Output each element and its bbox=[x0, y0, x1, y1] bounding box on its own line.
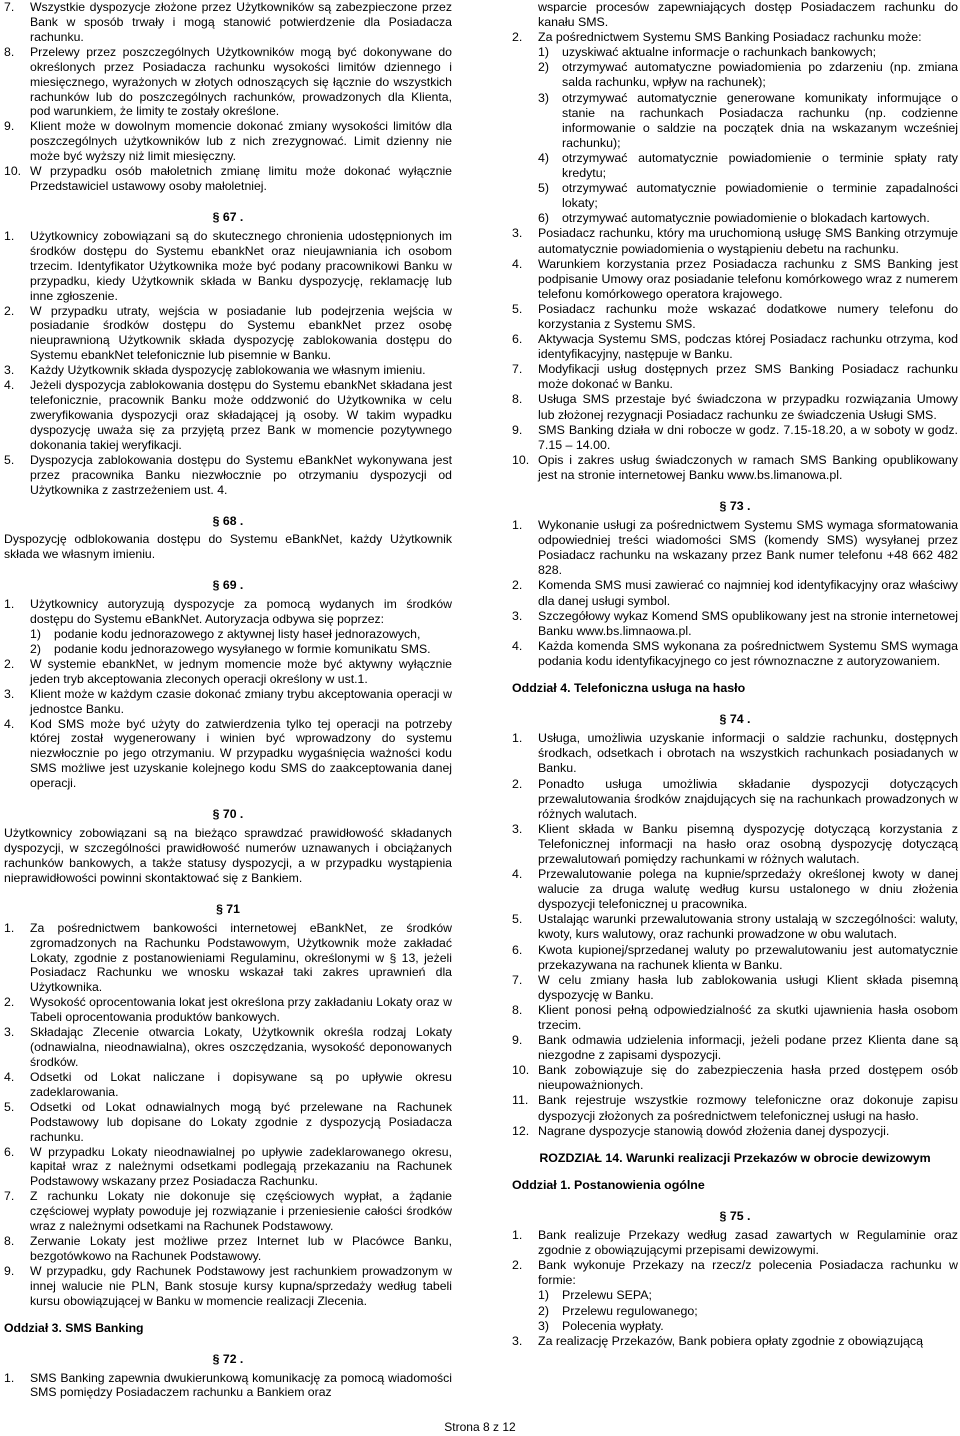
clause-number: 3. bbox=[512, 821, 523, 836]
paragraph: Dyspozycję odblokowania dostępu do Systemu eBankNet, każdy Użytkownik składa we własnym imieniu. bbox=[4, 532, 452, 562]
sub-item-text: otrzymywać automatycznie powiadomienie o terminie zapadalności lokaty; bbox=[562, 181, 958, 211]
clause-text: Z rachunku Lokaty nie dokonuje się częściowych wypłat, a żądanie częściowej wypłaty powoduje jej rozwiązanie i przeniesienie całości środków wraz z należnymi odsetkami na Rachunek Podstawowy. bbox=[30, 1189, 452, 1234]
sub-item-text: Polecenia wypłaty. bbox=[562, 1318, 664, 1333]
sub-item bbox=[512, 91, 958, 151]
sub-item-number: 2) bbox=[538, 1303, 550, 1318]
clause-number: 7. bbox=[4, 0, 15, 14]
clause-item bbox=[512, 973, 958, 1003]
clause-item bbox=[512, 302, 958, 332]
clause-number: 9. bbox=[512, 422, 523, 437]
sub-item bbox=[512, 1288, 958, 1303]
clause-text: Bank rejestruje wszystkie rozmowy telefoniczne oraz dokonuje zapisu dyspozycji złożonych za pośrednictwem telefonicznej usługi na hasło. bbox=[538, 1093, 958, 1123]
clause-text: Wszystkie dyspozycje złożone przez Użytkowników są zabezpieczone przez Bank w sposób trwały i mogą stanowić potwierdzenie dla Posiadacza rachunku. bbox=[30, 0, 452, 44]
clause-item bbox=[4, 1025, 452, 1070]
sub-item-text: podanie kodu jednorazowego z aktywnej listy haseł jednorazowych, bbox=[54, 627, 421, 642]
clause-text: Posiadacz rachunku, który ma uruchomioną usługę SMS Banking otrzymuje automatycznie powiadomienia o wystąpieniu debetu na rachunku. bbox=[538, 226, 958, 256]
sub-item-text: Przelewu regulowanego; bbox=[562, 1303, 698, 1318]
clause-text: Jeżeli dyspozycja zablokowania dostępu do Systemu ebankNet składana jest telefonicznie, pracownik Banku może oddzwonić do Użytkownika w celu zweryfikowania dyspozycji oraz składającej ją osoby. W takim wypadku dyspozycję uważa się za przyjętą przez Bank w momencie pozytywnego dokonania takiej weryfikacji. bbox=[30, 378, 452, 452]
clause-number: 6. bbox=[512, 332, 523, 347]
clause-number: 7. bbox=[512, 362, 523, 377]
clause-text: Ustalając warunki przewalutowania strony ustalają w szczególności: waluty, kwoty, kurs walutowy, oraz rachunki prowadzone w obu walutach. bbox=[538, 912, 958, 942]
clause-item bbox=[4, 717, 452, 792]
clause-text: Przewalutowanie polega na kupnie/sprzedaży określonej kwoty w danej walucie za druga walutę według kursu ustalonego w dniu złożenia dyspozycji telefonicznej u pracownika. bbox=[538, 867, 958, 912]
clause-text: Bank wykonuje Przekazy na rzecz/z polecenia Posiadacza rachunku w formie: bbox=[538, 1258, 958, 1288]
clause-item bbox=[4, 597, 452, 627]
clause-text: W systemie ebankNet, w jednym momencie może być aktywny wyłącznie jeden tryb akceptowania zleconych operacji określony w ust.1. bbox=[30, 656, 452, 686]
section-marker: § 75 . bbox=[719, 1208, 751, 1223]
sub-item-number: 5) bbox=[538, 181, 550, 196]
clause-item bbox=[4, 378, 452, 453]
clause-number: 4. bbox=[512, 638, 523, 653]
sub-item-text: podanie kodu jednorazowego wysyłanego w formie komunikatu SMS. bbox=[54, 641, 431, 656]
clause-text: Klient składa w Banku pisemną dyspozycję dotyczącą korzystania z Telefonicznej informacji na hasło oraz osobną dyspozycję dotyczącą przewalutowań pomiędzy rachunkami w różnych walutach. bbox=[538, 821, 958, 866]
section-marker: § 67 . bbox=[212, 209, 244, 224]
clause-text: Kwota kupionej/sprzedanej waluty po przewalutowaniu jest automatycznie przekazywana na rachunek klienta w Banku. bbox=[538, 942, 958, 972]
clause-item bbox=[4, 1264, 452, 1309]
clause-item bbox=[4, 1145, 452, 1190]
sub-item-number: 1) bbox=[538, 45, 550, 60]
clause-text: Zerwanie Lokaty jest możliwe przez Internet lub w Placówce Banku, bezgotówkowo na Rachunek Podstawowy. bbox=[30, 1234, 452, 1263]
clause-number: 1. bbox=[4, 1370, 15, 1385]
clause-item bbox=[512, 1228, 958, 1258]
clause-item bbox=[4, 45, 452, 120]
clause-text: Usługa, umożliwia uzyskanie informacji o saldzie rachunku, dostępnych środkach, odsetkach i obrotach na wszystkich rachunkach posiadanych w Banku. bbox=[538, 731, 958, 776]
clause-number: 10. bbox=[4, 164, 22, 179]
clause-item bbox=[512, 943, 958, 973]
sub-item bbox=[512, 1319, 958, 1334]
clause-number: 6. bbox=[4, 1144, 15, 1159]
clause-item bbox=[512, 423, 958, 453]
paragraph: wsparcie procesów zapewniających dostęp Posiadaczem rachunku do kanału SMS. bbox=[538, 0, 958, 30]
clause-item bbox=[4, 921, 452, 996]
clause-text: W przypadku, gdy Rachunek Podstawowy jest rachunkiem prowadzonym w innej walucie nie PLN, Bank stosuje kursy kupna/sprzedaży według tabeli kursu obowiązującej w Banku w momencie realizacji Zlecenia. bbox=[30, 1263, 452, 1308]
sub-item bbox=[512, 1304, 958, 1319]
clause-item bbox=[512, 332, 958, 362]
clause-item bbox=[4, 1371, 452, 1401]
clause-text: W celu zmiany hasła lub zablokowania usługi Klient składa pisemną dyspozycję w Banku. bbox=[538, 972, 958, 1002]
clause-text: Bank zobowiązuje się do zabezpieczenia hasła przed dostępem osób nieupoważnionych. bbox=[538, 1063, 958, 1093]
sub-item-number: 6) bbox=[538, 211, 550, 226]
clause-item bbox=[4, 995, 452, 1025]
clause-item bbox=[512, 777, 958, 822]
sub-item bbox=[512, 45, 958, 60]
subsection-heading: Oddział 3. SMS Banking bbox=[4, 1320, 144, 1335]
clause-number: 3. bbox=[4, 1025, 15, 1040]
clause-item bbox=[4, 657, 452, 687]
clause-text: Kod SMS może być użyty do zatwierdzenia tylko tej operacji na potrzeby której został wygenerowany i winien być wprowadzony do systemu niezwłocznie po jego otrzymaniu. W przypadku wygaśnięcia ważności kodu SMS możliwe jest uzyskanie kolejnego kodu SMS do zaakceptowania danej operacji. bbox=[30, 716, 452, 791]
clause-item bbox=[512, 1334, 958, 1349]
clause-number: 5. bbox=[4, 1099, 15, 1114]
section-marker: § 69 . bbox=[212, 578, 244, 593]
clause-text: W przypadku utraty, wejścia w posiadanie lub podejrzenia wejścia w posiadanie środków dostępu do Systemu ebankNet przez osobę nieuprawnioną Użytkownik składa dyspozycję zablokowania dostępu do Systemu ebankNet telefonicznie lub pisemnie w Banku. bbox=[30, 303, 452, 363]
clause-text: SMS Banking działa w dni robocze w godz. 7.15-18.20, a w soboty w godz. 7.15 – 14.00. bbox=[538, 422, 958, 452]
clause-item bbox=[512, 226, 958, 256]
sub-item-number: 1) bbox=[538, 1288, 550, 1303]
clause-number: 2. bbox=[4, 995, 15, 1010]
subsection-heading: Oddział 1. Postanowienia ogólne bbox=[512, 1177, 705, 1192]
clause-number: 5. bbox=[4, 452, 15, 467]
clause-item bbox=[4, 1189, 452, 1234]
section-marker: § 72 . bbox=[212, 1351, 244, 1366]
clause-text: Za realizację Przekazów, Bank pobiera opłaty zgodnie z obowiązującą bbox=[538, 1333, 924, 1348]
clause-text: W przypadku osób małoletnich zmianę limitu może dokonać wyłącznie Przedstawiciel ustawowy osoby małoletniej. bbox=[30, 164, 452, 194]
clause-number: 1. bbox=[4, 920, 15, 935]
sub-item bbox=[4, 642, 452, 657]
clause-item bbox=[512, 1003, 958, 1033]
sub-item-number: 3) bbox=[538, 90, 550, 105]
clause-number: 3. bbox=[4, 686, 15, 701]
right-column bbox=[512, 0, 958, 1349]
clause-text: Klient może w każdym czasie dokonać zmiany trybu akceptowania operacji w jednostce Banku. bbox=[30, 686, 452, 716]
section-marker: § 68 . bbox=[212, 513, 244, 528]
clause-number: 1. bbox=[512, 731, 523, 746]
sub-item bbox=[512, 151, 958, 181]
clause-number: 9. bbox=[512, 1033, 523, 1048]
clause-item bbox=[512, 639, 958, 669]
clause-number: 9. bbox=[4, 119, 15, 134]
clause-number: 3. bbox=[4, 363, 15, 378]
clause-item bbox=[4, 453, 452, 498]
paragraph: Użytkownicy zobowiązani są na bieżąco sprawdzać prawidłowość składanych dyspozycji, w szczególności prawidłowość numerów uznawanych i obciążanych rachunków bankowych, a także statusy dyspozycji, a w przypadku wystąpienia nieprawidłowości powinni skontaktować się z Bankiem. bbox=[4, 826, 452, 885]
clause-item bbox=[4, 0, 452, 45]
section-marker: § 70 . bbox=[212, 807, 244, 822]
clause-item bbox=[4, 1070, 452, 1100]
clause-item bbox=[512, 518, 958, 578]
section-marker: § 71 bbox=[216, 901, 240, 916]
sub-item-text: uzyskiwać aktualne informacje o rachunkach bankowych; bbox=[562, 45, 877, 60]
clause-item bbox=[512, 30, 958, 45]
sub-item-text: Przelewu SEPA; bbox=[562, 1288, 652, 1303]
clause-item bbox=[4, 229, 452, 304]
clause-number: 3. bbox=[512, 1333, 523, 1348]
clause-text: Opis i zakres usług świadczonych w ramach SMS Banking opublikowany jest na stronie internetowej Banku www.bs.limanowa.pl. bbox=[538, 452, 958, 482]
clause-item bbox=[512, 578, 958, 608]
section-marker: § 74 . bbox=[719, 712, 751, 727]
clause-text: Za pośrednictwem Systemu SMS Banking Posiadacz rachunku może: bbox=[538, 30, 922, 45]
clause-number: 1. bbox=[512, 1228, 523, 1243]
clause-text: Klient ponosi pełną odpowiedzialność za skutki ujawnienia hasła osobom trzecim. bbox=[538, 1002, 958, 1032]
clause-item bbox=[512, 392, 958, 422]
clause-text: Klient może w dowolnym momencie dokonać zmiany wysokości limitów dla poszczególnych użytkowników lub z nich zrezygnować. Limit dzienny nie może być wyższy niż limit miesięczny. bbox=[30, 119, 452, 164]
subsection-heading: Oddział 4. Telefoniczna usługa na hasło bbox=[512, 681, 746, 696]
clause-text: Odsetki od Lokat naliczane i dopisywane są po upływie okresu zadeklarowania. bbox=[30, 1069, 452, 1099]
clause-item bbox=[512, 453, 958, 483]
sub-item-text: otrzymywać automatycznie powiadomienie o blokadach kartowych. bbox=[562, 211, 930, 226]
clause-text: Modyfikacji usług dostępnych przez SMS Banking Posiadacz rachunku może dokonać w Banku. bbox=[538, 362, 958, 392]
clause-number: 4. bbox=[4, 1069, 15, 1084]
clause-item bbox=[4, 363, 452, 378]
clause-text: Dyspozycja zablokowania dostępu do Systemu eBankNet wykonywana jest przez pracownika Banku niezwłocznie po otrzymaniu dyspozycji od Użytkownika z zastrzeżeniem ust. 4. bbox=[30, 452, 452, 497]
clause-text: Usługa SMS przestaje być świadczona w przypadku rozwiązania Umowy lub złożonej rezygnacji Posiadacz rachunku ze świadczenia Usługi SMS. bbox=[538, 392, 958, 422]
clause-text: Przelewy przez poszczególnych Użytkowników mogą być dokonywane do określonych przez Posiadacza rachunku wysokości limitów dziennego i miesięcznego, wyrażonych w złotych odnoszących się łącznie do wszystkich rachunków lub do poszczególnych rachunków, prowadzonych dla Klienta, pod warunkiem, że limity te zostały określone. bbox=[30, 44, 452, 119]
sub-item-text: otrzymywać automatycznie generowane komunikaty informujące o stanie na rachunkach Posiadacza rachunku (np. codzienne informowanie o saldzie na początek dnia na wskazanym wcześniej rachunku); bbox=[562, 90, 958, 150]
clause-number: 2. bbox=[512, 776, 523, 791]
section-marker: § 73 . bbox=[719, 499, 751, 513]
clause-number: 10. bbox=[512, 1063, 530, 1078]
clause-text: Wysokość oprocentowania lokat jest określona przy zakładaniu Lokaty oraz w Tabeli oprocentowania produktów bankowych. bbox=[30, 995, 452, 1025]
clause-number: 3. bbox=[512, 608, 523, 623]
clause-text: Aktywacja Systemu SMS, podczas której Posiadacz rachunku otrzyma, kod identyfikacyjny, następuje w Banku. bbox=[538, 332, 958, 362]
clause-number: 10. bbox=[512, 452, 530, 467]
clause-text: Bank odmawia udzielenia informacji, jeżeli podane przez Klienta dane są niezgodne z zapisami dyspozycji. bbox=[538, 1033, 958, 1063]
clause-number: 2. bbox=[4, 303, 15, 318]
clause-number: 2. bbox=[4, 656, 15, 671]
clause-number: 1. bbox=[4, 228, 15, 243]
clause-text: Użytkownicy autoryzują dyspozycje za pomocą wydanych im środków dostępu do Systemu eBankNet. Autoryzacja odbywa się poprzez: bbox=[30, 597, 452, 627]
clause-text: SMS Banking zapewnia dwukierunkową komunikację za pomocą wiadomości SMS pomiędzy Posiadaczem rachunku a Bankiem oraz bbox=[30, 1370, 452, 1400]
clause-item bbox=[512, 731, 958, 776]
clause-item bbox=[512, 1258, 958, 1288]
sub-item-number: 4) bbox=[538, 150, 550, 165]
clause-number: 6. bbox=[512, 942, 523, 957]
clause-number: 2. bbox=[512, 1258, 523, 1273]
clause-text: Każda komenda SMS wykonana za pośrednictwem Systemu SMS wymaga podania kodu identyfikacyjnego co jest równoznaczne z autoryzowaniem. bbox=[538, 638, 958, 668]
clause-item bbox=[512, 1033, 958, 1063]
clause-text: W przypadku Lokaty nieodnawialnej po upływie zadeklarowanego okresu, kapitał wraz z należnymi odsetkami podlegają przekazaniu na Rachunek Podstawowy wskazany przez Posiadacza Rachunku. bbox=[30, 1144, 452, 1189]
clause-item bbox=[4, 119, 452, 164]
clause-text: Każdy Użytkownik składa dyspozycję zablokowania we własnym imieniu. bbox=[30, 363, 426, 378]
clause-text: Posiadacz rachunku może wskazać dodatkowe numery telefonu do korzystania z Systemu SMS. bbox=[538, 301, 958, 331]
clause-text: Szczegółowy wykaz Komend SMS opublikowany jest na stronie internetowej Banku www.bs.limnaowa.pl. bbox=[538, 608, 958, 638]
sub-item-number: 2) bbox=[30, 641, 41, 656]
clause-number: 1. bbox=[4, 597, 15, 612]
sub-item-number: 2) bbox=[538, 60, 550, 75]
clause-item bbox=[4, 687, 452, 717]
chapter-heading: ROZDZIAŁ 14. Warunki realizacji Przekazów w obrocie dewizowym bbox=[539, 1150, 931, 1165]
clause-number: 5. bbox=[512, 301, 523, 316]
clause-number: 8. bbox=[512, 392, 523, 407]
clause-item bbox=[512, 1124, 958, 1139]
clause-text: Nagrane dyspozycje stanowią dowód złożenia danej dyspozycji. bbox=[538, 1123, 890, 1138]
clause-text: Bank realizuje Przekazy według zasad zawartych w Regulaminie oraz zgodnie z obowiązującymi przepisami dewizowymi. bbox=[538, 1228, 958, 1258]
clause-item bbox=[4, 1234, 452, 1264]
clause-number: 9. bbox=[4, 1263, 15, 1278]
clause-number: 7. bbox=[4, 1189, 15, 1204]
clause-item bbox=[512, 362, 958, 392]
clause-number: 8. bbox=[512, 1002, 523, 1017]
clause-text: Składając Zlecenie otwarcia Lokaty, Użytkownik określa rodzaj Lokaty (odnawialna, nieodnawialna), okres oszczędzania, wysokość deponowanych środków. bbox=[30, 1025, 452, 1069]
clause-text: Ponadto usługa umożliwia składanie dyspozycji dotyczących przewalutowania środków znajdujących się na rachunkach prowadzonych w różnych walutach. bbox=[538, 776, 958, 821]
clause-number: 5. bbox=[512, 912, 523, 927]
clause-number: 2. bbox=[512, 578, 523, 593]
clause-number: 7. bbox=[512, 972, 523, 987]
clause-item bbox=[512, 609, 958, 639]
clause-number: 4. bbox=[512, 867, 523, 882]
clause-item bbox=[512, 912, 958, 942]
sub-item-number: 3) bbox=[538, 1318, 550, 1333]
sub-item bbox=[512, 181, 958, 211]
clause-number: 3. bbox=[512, 226, 523, 241]
sub-item bbox=[512, 60, 958, 90]
sub-item-text: otrzymywać automatycznie powiadomienie o terminie spłaty raty kredytu; bbox=[562, 150, 958, 181]
page-footer: Strona 8 z 12 bbox=[444, 1420, 516, 1434]
sub-item bbox=[4, 627, 452, 642]
left-column bbox=[4, 0, 452, 1400]
clause-item bbox=[512, 1093, 958, 1123]
clause-number: 2. bbox=[512, 30, 523, 45]
clause-number: 4. bbox=[4, 716, 15, 731]
clause-item bbox=[4, 164, 452, 194]
clause-text: Odsetki od Lokat odnawialnych mogą być przelewane na Rachunek Podstawowy lub dopisane do Lokaty zgodnie z dyspozycją Posiadacza rachunku. bbox=[30, 1099, 452, 1144]
clause-item bbox=[512, 822, 958, 867]
clause-text: Wykonanie usługi za pośrednictwem Systemu SMS wymaga sformatowania odpowiedniej treści wiadomości SMS (komendy SMS) wysyłanej przez Posiadacz rachunku na wskazany przez Bank numer telefonu +48 662 482 828. bbox=[538, 518, 958, 578]
clause-number: 4. bbox=[512, 256, 523, 271]
clause-number: 8. bbox=[4, 1234, 15, 1249]
clause-item bbox=[4, 1100, 452, 1145]
clause-number: 1. bbox=[512, 518, 523, 533]
clause-item bbox=[512, 867, 958, 912]
clause-text: Warunkiem korzystania przez Posiadacza rachunku z SMS Banking jest podpisanie Umowy oraz posiadanie telefonu komórkowego wraz z numerem telefonu komórkowego operatora krajowego. bbox=[538, 256, 958, 301]
clause-item bbox=[512, 1063, 958, 1093]
clause-number: 12. bbox=[512, 1123, 530, 1138]
clause-item bbox=[512, 257, 958, 302]
clause-number: 4. bbox=[4, 378, 15, 393]
clause-number: 8. bbox=[4, 44, 15, 59]
clause-text: Użytkownicy zobowiązani są do skutecznego chronienia udostępnionych im środków dostępu do Systemu ebankNet oraz nieujawniania ich osobom trzecim. Identyfikator Użytkownika może być podany pracownikowi Banku w przypadku, kiedy Użytkownik składa w Banku dyspozycję, reklamację lub inne zgłoszenie. bbox=[30, 228, 452, 303]
sub-item bbox=[512, 211, 958, 226]
clause-text: Za pośrednictwem bankowości internetowej eBankNet, ze środków zgromadzonych na Rachunku Podstawowym, Użytkownik może zakładać Lokaty, zgodnie z postanowieniami Regulaminu, określonymi w § 13, jeżeli Posiadacz Rachunku we wnosku wskazał taki zakres uprawnień dla Użytkownika. bbox=[30, 920, 452, 995]
sub-item-number: 1) bbox=[30, 627, 41, 642]
clause-text: Komenda SMS musi zawierać co najmniej kod identyfikacyjny oraz właściwy dla danej usługi symbol. bbox=[538, 578, 958, 608]
clause-number: 11. bbox=[512, 1093, 529, 1108]
sub-item-text: otrzymywać automatyczne powiadomienia po zdarzeniu (np. zmiana salda rachunku, wpływ na rachunek); bbox=[562, 60, 958, 90]
clause-item bbox=[4, 304, 452, 364]
